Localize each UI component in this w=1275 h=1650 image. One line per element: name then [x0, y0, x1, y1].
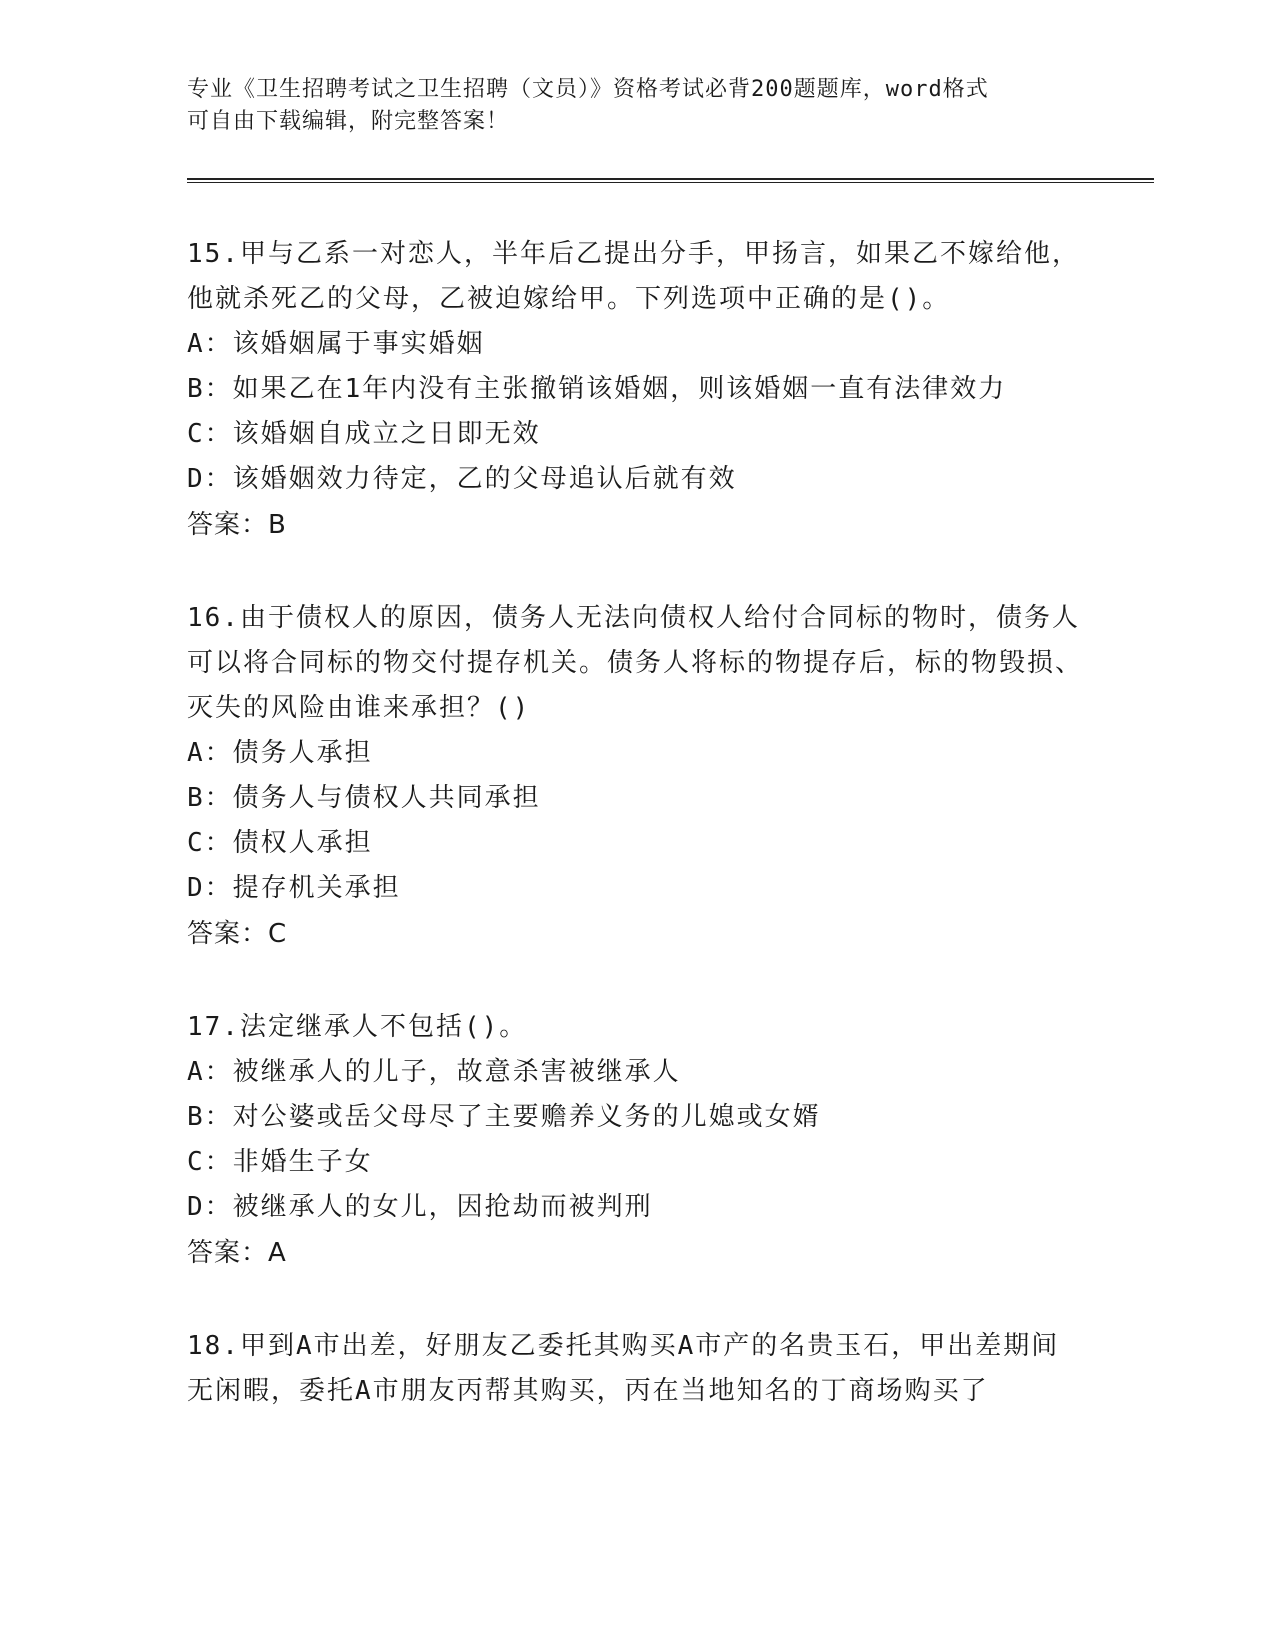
- document-header: [187, 74, 1087, 138]
- option-c: C：非婚生子女: [187, 1147, 373, 1177]
- question-16: [187, 596, 1087, 957]
- question-text: 17.法定继承人不包括()。: [187, 1012, 528, 1042]
- question-17: [187, 1005, 1087, 1276]
- option-a: A：被继承人的儿子，故意杀害被继承人: [187, 1057, 681, 1087]
- option-c: C：债权人承担: [187, 828, 373, 858]
- question-text: 15.甲与乙系一对恋人，半年后乙提出分手，甲扬言，如果乙不嫁给他，他就杀死乙的父母，乙被迫嫁给甲。下列选项中正确的是()。: [187, 239, 1080, 314]
- option-d: D：该婚姻效力待定，乙的父母追认后就有效: [187, 464, 737, 494]
- question-text: 16.由于债权人的原因，债务人无法向债权人给付合同标的物时，债务人可以将合同标的物交付提存机关。债务人将标的物提存后，标的物毁损、灭失的风险由谁来承担？(): [187, 603, 1084, 723]
- option-a: A：该婚姻属于事实婚姻: [187, 329, 485, 359]
- header-line-1: 专业《卫生招聘考试之卫生招聘（文员）》资格考试必背200题题库，word格式: [187, 77, 989, 102]
- option-c: C：该婚姻自成立之日即无效: [187, 419, 541, 449]
- header-line-2: 可自由下载编辑，附完整答案！: [187, 109, 510, 134]
- question-list: [187, 232, 1087, 1462]
- option-b: B：债务人与债权人共同承担: [187, 783, 541, 813]
- header-divider: [187, 178, 1154, 183]
- option-a: A：债务人承担: [187, 738, 373, 768]
- option-d: D：被继承人的女儿，因抢劫而被判刑: [187, 1192, 653, 1222]
- answer-line: 答案：A: [187, 1238, 287, 1268]
- answer-line: 答案：C: [187, 919, 288, 949]
- option-d: D：提存机关承担: [187, 873, 401, 903]
- question-15: [187, 232, 1087, 548]
- question-18: [187, 1324, 1087, 1414]
- question-text: 18.甲到A市出差，好朋友乙委托其购买A市产的名贵玉石，甲出差期间无闲暇，委托A市朋友丙帮其购买，丙在当地知名的丁商场购买了: [187, 1331, 1060, 1406]
- option-b: B：如果乙在1年内没有主张撤销该婚姻，则该婚姻一直有法律效力: [187, 374, 1007, 404]
- option-b: B：对公婆或岳父母尽了主要赡养义务的儿媳或女婿: [187, 1102, 821, 1132]
- answer-line: 答案：B: [187, 510, 287, 540]
